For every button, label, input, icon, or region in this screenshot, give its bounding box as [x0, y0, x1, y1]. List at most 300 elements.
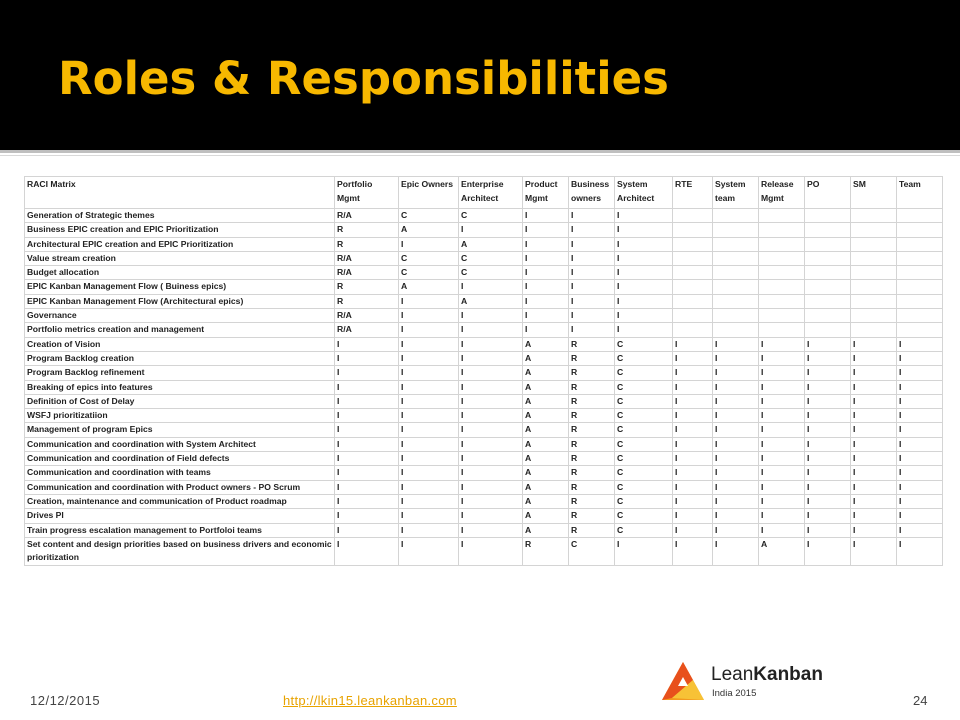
raci-cell: A [523, 509, 569, 523]
raci-cell: R [335, 280, 399, 294]
raci-cell: I [569, 266, 615, 280]
activity-cell: Program Backlog creation [25, 351, 335, 365]
raci-cell: I [399, 309, 459, 323]
raci-cell [673, 266, 713, 280]
raci-cell [713, 294, 759, 308]
raci-cell: I [897, 366, 943, 380]
raci-cell: I [673, 366, 713, 380]
raci-cell: I [673, 466, 713, 480]
table-row [25, 394, 943, 408]
raci-cell: I [523, 280, 569, 294]
raci-cell: I [673, 523, 713, 537]
activity-cell: Creation of Vision [25, 337, 335, 351]
raci-cell [897, 266, 943, 280]
raci-cell: C [615, 380, 673, 394]
table-row [25, 223, 943, 237]
raci-cell: I [399, 437, 459, 451]
raci-cell: R [569, 337, 615, 351]
table-row [25, 523, 943, 537]
raci-cell: I [713, 523, 759, 537]
raci-cell: I [759, 480, 805, 494]
raci-cell: I [713, 466, 759, 480]
raci-cell: I [805, 537, 851, 565]
table-row [25, 537, 943, 565]
raci-cell: I [615, 223, 673, 237]
column-header: Business owners [569, 177, 615, 209]
table-row [25, 480, 943, 494]
raci-cell: I [851, 437, 897, 451]
raci-cell: I [399, 351, 459, 365]
raci-cell [851, 294, 897, 308]
activity-cell: Drives PI [25, 509, 335, 523]
raci-cell: A [399, 280, 459, 294]
raci-cell: I [897, 423, 943, 437]
raci-cell [759, 209, 805, 223]
raci-cell: A [399, 223, 459, 237]
raci-cell [673, 294, 713, 308]
raci-cell: I [459, 409, 523, 423]
table-row [25, 494, 943, 508]
raci-cell: A [523, 337, 569, 351]
raci-cell: R [569, 509, 615, 523]
raci-cell: I [335, 537, 399, 565]
raci-cell: I [335, 351, 399, 365]
raci-cell: I [399, 537, 459, 565]
raci-cell: I [759, 437, 805, 451]
raci-cell: I [459, 423, 523, 437]
raci-cell [897, 209, 943, 223]
table-row [25, 409, 943, 423]
raci-cell: I [615, 309, 673, 323]
raci-cell: I [851, 494, 897, 508]
raci-cell: I [759, 337, 805, 351]
raci-cell [805, 309, 851, 323]
raci-cell: A [523, 466, 569, 480]
activity-cell: Architectural EPIC creation and EPIC Prioritization [25, 237, 335, 251]
raci-cell: A [523, 423, 569, 437]
raci-cell: I [851, 537, 897, 565]
raci-cell: A [523, 409, 569, 423]
raci-cell: C [615, 366, 673, 380]
raci-cell: I [399, 480, 459, 494]
raci-cell: R [569, 380, 615, 394]
logo-name-light: Lean [711, 664, 754, 685]
raci-cell: I [523, 323, 569, 337]
raci-cell: I [851, 523, 897, 537]
raci-cell: I [615, 294, 673, 308]
raci-cell: I [673, 509, 713, 523]
raci-cell: I [673, 537, 713, 565]
raci-cell: I [713, 337, 759, 351]
activity-cell: Portfolio metrics creation and management [25, 323, 335, 337]
raci-cell [673, 323, 713, 337]
raci-cell: I [759, 509, 805, 523]
raci-cell: I [335, 494, 399, 508]
raci-cell: A [523, 380, 569, 394]
raci-cell [759, 280, 805, 294]
raci-cell: I [459, 323, 523, 337]
raci-cell: I [569, 237, 615, 251]
table-row [25, 309, 943, 323]
raci-cell: I [459, 309, 523, 323]
raci-cell: I [335, 394, 399, 408]
raci-cell: A [523, 523, 569, 537]
raci-cell: I [759, 523, 805, 537]
activity-cell: Communication and coordination with System Architect [25, 437, 335, 451]
raci-cell [713, 266, 759, 280]
table-row [25, 237, 943, 251]
raci-cell: R [569, 394, 615, 408]
raci-cell: A [759, 537, 805, 565]
footer-link[interactable]: http://lkin15.leankanban.com [283, 693, 457, 708]
raci-cell: I [673, 380, 713, 394]
raci-cell: C [615, 466, 673, 480]
raci-cell: I [897, 452, 943, 466]
title-divider [0, 150, 960, 153]
raci-cell: I [805, 523, 851, 537]
table-row [25, 452, 943, 466]
raci-cell: I [713, 394, 759, 408]
raci-cell: I [713, 409, 759, 423]
raci-cell: I [569, 309, 615, 323]
raci-cell: I [897, 380, 943, 394]
raci-cell [897, 251, 943, 265]
raci-cell: C [569, 537, 615, 565]
raci-cell: I [713, 452, 759, 466]
raci-matrix-table [24, 176, 943, 566]
raci-cell: I [569, 294, 615, 308]
raci-cell: I [673, 480, 713, 494]
raci-cell: R [335, 294, 399, 308]
activity-cell: Communication and coordination with Product owners - PO Scrum [25, 480, 335, 494]
raci-cell: C [615, 351, 673, 365]
raci-cell: I [335, 480, 399, 494]
raci-cell: I [851, 452, 897, 466]
raci-cell [805, 223, 851, 237]
raci-cell: I [805, 466, 851, 480]
raci-cell: A [523, 452, 569, 466]
raci-cell: I [399, 523, 459, 537]
activity-cell: EPIC Kanban Management Flow (Architectural epics) [25, 294, 335, 308]
activity-cell: Communication and coordination with teams [25, 466, 335, 480]
raci-cell [759, 309, 805, 323]
raci-cell: A [459, 237, 523, 251]
raci-cell: I [759, 380, 805, 394]
raci-cell [897, 294, 943, 308]
column-header: Release Mgmt [759, 177, 805, 209]
raci-cell: I [459, 337, 523, 351]
raci-cell: I [759, 409, 805, 423]
column-header: SM [851, 177, 897, 209]
raci-cell: I [399, 380, 459, 394]
raci-cell: I [851, 466, 897, 480]
raci-cell: I [523, 294, 569, 308]
raci-cell: I [851, 366, 897, 380]
raci-cell: I [459, 223, 523, 237]
raci-cell: I [851, 380, 897, 394]
raci-cell: I [615, 266, 673, 280]
raci-cell: I [673, 409, 713, 423]
activity-cell: EPIC Kanban Management Flow ( Buiness epics) [25, 280, 335, 294]
raci-cell: I [459, 523, 523, 537]
raci-cell: A [459, 294, 523, 308]
raci-cell: I [459, 537, 523, 565]
raci-cell: R [335, 223, 399, 237]
raci-cell: I [759, 394, 805, 408]
raci-cell [851, 209, 897, 223]
raci-cell: I [459, 280, 523, 294]
raci-cell: I [335, 452, 399, 466]
raci-cell: I [805, 423, 851, 437]
raci-cell: R [523, 537, 569, 565]
raci-cell: I [399, 323, 459, 337]
raci-cell: I [713, 509, 759, 523]
raci-cell [713, 237, 759, 251]
column-header: Portfolio Mgmt [335, 177, 399, 209]
raci-cell: I [759, 423, 805, 437]
raci-cell: C [615, 409, 673, 423]
activity-cell: Value stream creation [25, 251, 335, 265]
raci-cell: A [523, 494, 569, 508]
raci-cell [713, 309, 759, 323]
raci-cell: R/A [335, 309, 399, 323]
raci-cell: I [459, 480, 523, 494]
raci-cell: I [335, 380, 399, 394]
table-row [25, 423, 943, 437]
raci-cell [759, 323, 805, 337]
raci-cell: I [805, 409, 851, 423]
slide-title: Roles & Responsibilities [58, 52, 669, 105]
raci-cell: I [851, 409, 897, 423]
raci-cell [851, 266, 897, 280]
raci-cell [851, 309, 897, 323]
title-divider-thin [0, 155, 960, 156]
raci-cell: I [523, 209, 569, 223]
raci-cell: C [399, 209, 459, 223]
table-row [25, 437, 943, 451]
raci-cell: I [713, 494, 759, 508]
table-row [25, 380, 943, 394]
raci-cell: C [615, 452, 673, 466]
raci-cell: I [851, 480, 897, 494]
raci-cell: R [569, 466, 615, 480]
raci-cell: I [897, 409, 943, 423]
raci-cell: I [615, 209, 673, 223]
column-header: Team [897, 177, 943, 209]
raci-cell [759, 294, 805, 308]
activity-cell: Set content and design priorities based on business drivers and economic prioritization [25, 537, 335, 565]
raci-cell [673, 309, 713, 323]
column-header: System team [713, 177, 759, 209]
raci-cell: C [459, 209, 523, 223]
activity-cell: WSFJ prioritizatiion [25, 409, 335, 423]
raci-cell: I [851, 509, 897, 523]
raci-cell: I [805, 437, 851, 451]
activity-cell: Business EPIC creation and EPIC Prioritization [25, 223, 335, 237]
raci-cell [897, 237, 943, 251]
table-row [25, 251, 943, 265]
raci-cell: I [851, 351, 897, 365]
raci-cell: I [615, 537, 673, 565]
raci-cell: A [523, 366, 569, 380]
raci-cell: I [335, 523, 399, 537]
raci-cell: I [399, 237, 459, 251]
table-row [25, 266, 943, 280]
raci-cell: I [805, 337, 851, 351]
raci-cell: I [805, 366, 851, 380]
raci-cell: I [335, 337, 399, 351]
raci-cell: C [615, 509, 673, 523]
column-header: Product Mgmt [523, 177, 569, 209]
column-header: PO [805, 177, 851, 209]
raci-cell: I [805, 380, 851, 394]
table-row [25, 323, 943, 337]
raci-cell: I [897, 394, 943, 408]
raci-cell [851, 237, 897, 251]
raci-cell: I [399, 452, 459, 466]
raci-cell: I [569, 280, 615, 294]
raci-cell [759, 223, 805, 237]
raci-cell: R [335, 237, 399, 251]
raci-cell: I [459, 466, 523, 480]
raci-cell: C [399, 251, 459, 265]
raci-cell [851, 223, 897, 237]
raci-cell: I [523, 251, 569, 265]
raci-cell [673, 209, 713, 223]
title-bar [0, 0, 960, 150]
raci-cell: I [759, 466, 805, 480]
raci-cell: I [523, 309, 569, 323]
raci-cell: I [615, 237, 673, 251]
raci-cell [805, 209, 851, 223]
raci-cell: R [569, 494, 615, 508]
raci-cell: I [523, 237, 569, 251]
raci-cell: I [673, 337, 713, 351]
raci-cell: I [713, 423, 759, 437]
raci-cell: R/A [335, 251, 399, 265]
raci-cell: I [399, 366, 459, 380]
activity-cell: Communication and coordination of Field defects [25, 452, 335, 466]
activity-cell: Management of program Epics [25, 423, 335, 437]
raci-cell: R [569, 423, 615, 437]
raci-cell [673, 237, 713, 251]
logo-name-bold: Kanban [753, 664, 823, 685]
raci-cell: I [569, 251, 615, 265]
raci-cell: R [569, 452, 615, 466]
raci-cell: I [459, 509, 523, 523]
raci-cell: I [673, 437, 713, 451]
raci-cell: R [569, 523, 615, 537]
raci-cell: I [459, 494, 523, 508]
raci-cell: I [897, 480, 943, 494]
table-row [25, 351, 943, 365]
raci-cell: C [615, 494, 673, 508]
table-row [25, 280, 943, 294]
raci-cell: I [713, 366, 759, 380]
activity-cell: Creation, maintenance and communication of Product roadmap [25, 494, 335, 508]
activity-cell: Train progress escalation management to Portfoloi teams [25, 523, 335, 537]
activity-cell: Breaking of epics into features [25, 380, 335, 394]
raci-cell: I [851, 423, 897, 437]
raci-cell: I [805, 452, 851, 466]
raci-cell: I [335, 466, 399, 480]
raci-cell: I [335, 423, 399, 437]
page-number: 24 [913, 693, 928, 708]
raci-cell [897, 280, 943, 294]
raci-cell: I [459, 452, 523, 466]
raci-cell: I [569, 323, 615, 337]
raci-cell: R [569, 437, 615, 451]
raci-cell: I [759, 366, 805, 380]
raci-cell: I [897, 337, 943, 351]
activity-cell: Definition of Cost of Delay [25, 394, 335, 408]
raci-cell [673, 280, 713, 294]
activity-cell: Program Backlog refinement [25, 366, 335, 380]
raci-cell: I [335, 366, 399, 380]
raci-cell [805, 280, 851, 294]
raci-cell: I [459, 351, 523, 365]
raci-cell: I [673, 494, 713, 508]
raci-cell: R [569, 409, 615, 423]
raci-cell: I [897, 509, 943, 523]
footer-date: 12/12/2015 [30, 693, 101, 708]
raci-cell: I [523, 223, 569, 237]
raci-cell: I [569, 223, 615, 237]
table-row [25, 509, 943, 523]
logo-subtitle: India 2015 [712, 688, 757, 699]
raci-cell [897, 309, 943, 323]
raci-cell: I [713, 480, 759, 494]
raci-cell: I [851, 394, 897, 408]
raci-cell: I [399, 394, 459, 408]
column-header: System Architect [615, 177, 673, 209]
raci-cell: I [673, 423, 713, 437]
raci-cell: I [805, 480, 851, 494]
raci-cell: I [399, 337, 459, 351]
logo-wordmark [711, 664, 823, 686]
raci-cell: I [459, 366, 523, 380]
column-header: RACI Matrix [25, 177, 335, 209]
raci-cell: C [615, 480, 673, 494]
raci-cell: R [569, 351, 615, 365]
raci-cell: I [459, 437, 523, 451]
raci-cell [851, 323, 897, 337]
raci-cell: I [673, 351, 713, 365]
leankanban-logo-icon [660, 660, 706, 706]
raci-cell: I [897, 351, 943, 365]
raci-cell: I [897, 437, 943, 451]
raci-cell: I [897, 494, 943, 508]
raci-cell: A [523, 437, 569, 451]
column-header: Enterprise Architect [459, 177, 523, 209]
raci-cell: R/A [335, 323, 399, 337]
raci-cell: I [851, 337, 897, 351]
raci-cell: I [399, 423, 459, 437]
raci-cell [805, 323, 851, 337]
raci-cell: I [615, 323, 673, 337]
raci-cell: I [805, 494, 851, 508]
raci-cell [805, 251, 851, 265]
activity-cell: Generation of Strategic themes [25, 209, 335, 223]
table-row [25, 337, 943, 351]
raci-cell: C [615, 523, 673, 537]
raci-cell: I [713, 380, 759, 394]
raci-cell: I [713, 351, 759, 365]
raci-cell [897, 223, 943, 237]
raci-cell [851, 280, 897, 294]
raci-cell: I [459, 380, 523, 394]
raci-cell: C [399, 266, 459, 280]
